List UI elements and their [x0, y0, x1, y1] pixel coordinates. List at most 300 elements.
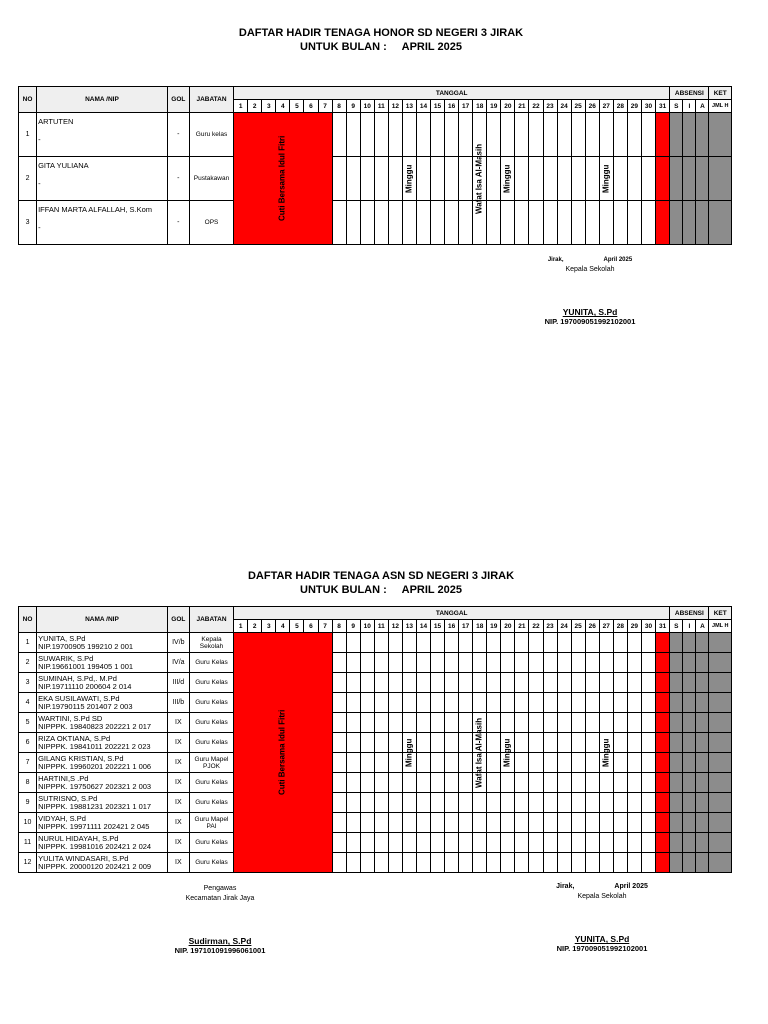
table-row	[19, 157, 732, 201]
day-cell	[360, 713, 374, 733]
day-cell	[262, 753, 276, 773]
day-cell	[529, 713, 543, 733]
day-cell	[431, 853, 445, 873]
ket-cell	[709, 733, 732, 753]
day-cell	[627, 673, 641, 693]
day-cell	[557, 733, 571, 753]
day-header: 17	[459, 100, 473, 113]
ket-cell	[709, 633, 732, 653]
day-cell	[613, 693, 627, 713]
day-cell	[641, 753, 655, 773]
day-cell	[332, 853, 346, 873]
day-cell	[529, 793, 543, 813]
day-cell	[416, 813, 430, 833]
day-cell	[656, 753, 670, 773]
day-cell	[459, 773, 473, 793]
day-cell	[388, 113, 402, 157]
row-gol: -	[167, 157, 189, 201]
day-cell	[529, 853, 543, 873]
day-header: 4	[276, 620, 290, 633]
day-cell	[613, 673, 627, 693]
day-cell	[613, 793, 627, 813]
day-cell	[543, 733, 557, 753]
day-cell	[459, 813, 473, 833]
employee-nip: NIPPPK. 19981016 202421 2 024	[38, 841, 152, 851]
day-cell	[656, 853, 670, 873]
day-cell	[416, 733, 430, 753]
day-cell	[346, 753, 360, 773]
absensi-cell	[696, 773, 709, 793]
day-cell	[248, 201, 262, 245]
day-cell	[346, 157, 360, 201]
day-header: 15	[431, 620, 445, 633]
day-header: 13	[402, 620, 416, 633]
day-cell	[515, 733, 529, 753]
table-row	[19, 753, 732, 773]
day-cell	[487, 201, 501, 245]
day-cell	[262, 201, 276, 245]
day-cell	[416, 113, 430, 157]
day-header: 29	[627, 100, 641, 113]
day-header: 27	[599, 620, 613, 633]
absensi-cell	[670, 793, 683, 813]
day-cell	[318, 793, 332, 813]
day-cell	[332, 813, 346, 833]
absensi-cell	[696, 201, 709, 245]
day-header: 10	[360, 620, 374, 633]
day-cell	[585, 853, 599, 873]
day-cell	[459, 157, 473, 201]
day-cell	[416, 201, 430, 245]
absensi-cell	[696, 753, 709, 773]
day-cell	[248, 113, 262, 157]
day-cell	[543, 653, 557, 673]
day-cell	[416, 653, 430, 673]
day-cell	[290, 633, 304, 653]
employee-name: SUTRISNO, S.Pd	[38, 793, 98, 803]
day-cell	[515, 713, 529, 733]
day-cell	[388, 653, 402, 673]
day-cell	[388, 833, 402, 853]
day-cell	[262, 113, 276, 157]
day-cell	[360, 693, 374, 713]
day-cell	[431, 157, 445, 201]
day-cell	[374, 793, 388, 813]
row-jabatan: Guru Kelas	[189, 793, 233, 813]
day-cell	[388, 813, 402, 833]
day-cell	[571, 793, 585, 813]
absensi-cell	[696, 853, 709, 873]
day-cell	[290, 713, 304, 733]
employee-nip: NIPPPK. 19840823 202221 2 017	[38, 721, 152, 731]
day-cell	[332, 653, 346, 673]
row-no: 3	[19, 673, 37, 693]
day-cell	[332, 773, 346, 793]
day-cell	[416, 693, 430, 713]
day-cell	[374, 753, 388, 773]
employee-name: ARTUTEN	[38, 117, 74, 126]
day-cell	[543, 673, 557, 693]
day-cell	[318, 833, 332, 853]
day-cell	[571, 773, 585, 793]
day-cell	[318, 713, 332, 733]
day-cell	[613, 201, 627, 245]
employee-nip: NIP.19700905 199210 2 001	[38, 641, 134, 651]
day-cell	[656, 653, 670, 673]
ket-cell	[709, 773, 732, 793]
day-header: 17	[459, 620, 473, 633]
day-cell	[234, 833, 248, 853]
header-tanggal: TANGGAL	[234, 87, 670, 100]
day-cell	[431, 833, 445, 853]
day-header: 8	[332, 620, 346, 633]
day-cell	[487, 833, 501, 853]
day-header: 21	[515, 100, 529, 113]
ket-cell	[709, 113, 732, 157]
absensi-cell	[683, 833, 696, 853]
day-cell	[416, 713, 430, 733]
header-jabatan: JABATAN	[189, 607, 233, 633]
day-header: 23	[543, 620, 557, 633]
day-cell	[431, 633, 445, 653]
day-cell	[290, 201, 304, 245]
day-cell	[304, 793, 318, 813]
row-gol: IX	[167, 793, 189, 813]
day-cell	[585, 673, 599, 693]
employee-nip: -	[38, 135, 41, 144]
day-cell	[374, 157, 388, 201]
day-cell	[613, 633, 627, 653]
day-cell	[416, 673, 430, 693]
minggu-label: Minggu	[601, 738, 611, 767]
day-cell	[627, 733, 641, 753]
day-cell	[487, 773, 501, 793]
day-cell	[613, 833, 627, 853]
day-cell	[627, 201, 641, 245]
day-cell	[585, 713, 599, 733]
row-gol: IX	[167, 713, 189, 733]
table-row	[19, 733, 732, 753]
day-cell	[304, 853, 318, 873]
header-i: I	[683, 620, 696, 633]
day-cell	[487, 693, 501, 713]
day-cell	[613, 733, 627, 753]
ket-cell	[709, 157, 732, 201]
absensi-cell	[670, 753, 683, 773]
row-gol: IV/a	[167, 653, 189, 673]
day-cell	[360, 673, 374, 693]
day-cell	[585, 201, 599, 245]
absensi-cell	[670, 113, 683, 157]
day-cell	[656, 673, 670, 693]
day-header: 25	[571, 100, 585, 113]
row-nama	[37, 673, 168, 693]
day-cell	[557, 813, 571, 833]
wafat-label: Wafat Isa Al-Masih	[474, 717, 484, 788]
table-row	[19, 853, 732, 873]
day-cell	[557, 673, 571, 693]
day-cell	[234, 853, 248, 873]
day-cell	[641, 733, 655, 753]
day-cell	[627, 853, 641, 873]
employee-name: WARTINI, S.Pd SD	[38, 713, 103, 723]
day-header: 1	[234, 100, 248, 113]
day-cell	[304, 693, 318, 713]
day-cell	[557, 653, 571, 673]
day-cell	[487, 753, 501, 773]
day-cell	[487, 713, 501, 733]
absensi-cell	[683, 853, 696, 873]
day-cell	[388, 693, 402, 713]
day-cell	[318, 113, 332, 157]
day-cell	[529, 813, 543, 833]
day-cell	[459, 201, 473, 245]
employee-name: IFFAN MARTA ALFALLAH, S.Kom	[38, 205, 153, 214]
row-no: 7	[19, 753, 37, 773]
day-cell	[445, 693, 459, 713]
sign-name: YUNITA, S.Pd	[574, 934, 630, 944]
day-cell	[656, 157, 670, 201]
day-cell	[262, 673, 276, 693]
table-row	[19, 813, 732, 833]
day-cell	[346, 713, 360, 733]
absensi-cell	[683, 693, 696, 713]
day-header: 28	[613, 620, 627, 633]
day-cell	[431, 773, 445, 793]
day-cell	[641, 713, 655, 733]
day-cell	[234, 113, 248, 157]
absensi-cell	[683, 793, 696, 813]
day-cell	[641, 113, 655, 157]
day-header: 18	[473, 620, 487, 633]
day-cell	[346, 793, 360, 813]
day-header: 3	[262, 620, 276, 633]
day-header: 14	[416, 100, 430, 113]
day-cell	[641, 833, 655, 853]
row-no: 12	[19, 853, 37, 873]
day-cell	[262, 833, 276, 853]
row-nama	[37, 833, 168, 853]
day-cell	[543, 753, 557, 773]
row-jabatan: Guru Kelas	[189, 853, 233, 873]
ket-cell	[709, 793, 732, 813]
day-cell	[234, 753, 248, 773]
employee-name: GITA YULIANA	[38, 161, 89, 170]
honor-attendance-table	[18, 86, 732, 245]
day-header: 23	[543, 100, 557, 113]
day-header: 31	[656, 620, 670, 633]
day-cell	[487, 793, 501, 813]
absensi-cell	[683, 713, 696, 733]
sign-place: Jirak,	[547, 257, 564, 263]
sign-name: YUNITA, S.Pd	[562, 307, 618, 317]
day-header: 6	[304, 620, 318, 633]
table-row	[19, 201, 732, 245]
day-cell	[571, 673, 585, 693]
row-gol: IX	[167, 833, 189, 853]
row-gol: III/b	[167, 693, 189, 713]
day-cell	[360, 853, 374, 873]
day-cell	[416, 793, 430, 813]
day-cell	[529, 753, 543, 773]
day-cell	[374, 693, 388, 713]
day-cell	[515, 853, 529, 873]
day-cell	[374, 833, 388, 853]
day-cell	[332, 793, 346, 813]
absensi-cell	[696, 793, 709, 813]
employee-nip: -	[38, 179, 41, 188]
day-cell	[332, 113, 346, 157]
day-cell	[515, 753, 529, 773]
day-cell	[487, 733, 501, 753]
day-cell	[360, 733, 374, 753]
day-cell	[557, 713, 571, 733]
day-cell	[487, 157, 501, 201]
day-cell	[374, 713, 388, 733]
day-cell	[627, 753, 641, 773]
day-cell	[431, 713, 445, 733]
day-cell	[515, 113, 529, 157]
day-cell	[585, 813, 599, 833]
employee-name: VIDYAH, S.Pd	[38, 813, 86, 823]
day-cell	[627, 773, 641, 793]
header-absensi: ABSENSI	[670, 87, 709, 100]
row-nama	[37, 813, 168, 833]
supervisor-role: Pengawas	[203, 885, 237, 892]
absensi-cell	[683, 633, 696, 653]
employee-nip: -	[38, 223, 41, 232]
day-cell	[571, 113, 585, 157]
day-cell	[332, 673, 346, 693]
header-nama: NAMA /NIP	[37, 87, 168, 113]
header-row	[19, 87, 732, 100]
day-cell	[332, 633, 346, 653]
day-cell	[416, 633, 430, 653]
day-cell	[557, 693, 571, 713]
cuti-bersama-label: Cuti Bersama Idul Fitri	[277, 709, 287, 796]
absensi-cell	[683, 773, 696, 793]
day-cell	[416, 753, 430, 773]
day-cell	[416, 853, 430, 873]
table-row	[19, 113, 732, 157]
day-header: 18	[473, 100, 487, 113]
day-cell	[332, 833, 346, 853]
day-cell	[571, 693, 585, 713]
day-cell	[571, 833, 585, 853]
day-cell	[346, 633, 360, 653]
asn-signature	[532, 882, 672, 954]
table-row	[19, 693, 732, 713]
day-cell	[248, 633, 262, 653]
day-cell	[304, 773, 318, 793]
day-cell	[304, 753, 318, 773]
day-cell	[360, 201, 374, 245]
day-header: 22	[529, 100, 543, 113]
day-cell	[360, 813, 374, 833]
day-cell	[557, 773, 571, 793]
row-jabatan: Kepala Sekolah	[189, 633, 233, 653]
absensi-cell	[670, 733, 683, 753]
day-cell	[445, 201, 459, 245]
day-cell	[290, 733, 304, 753]
table-row	[19, 773, 732, 793]
day-cell	[529, 773, 543, 793]
ket-cell	[709, 713, 732, 733]
absensi-cell	[670, 713, 683, 733]
day-cell	[290, 753, 304, 773]
day-cell	[656, 201, 670, 245]
sign-date: April 2025	[614, 883, 648, 890]
day-cell	[262, 157, 276, 201]
sign-nip: NIP. 197009051992102001	[556, 944, 648, 953]
day-header: 26	[585, 620, 599, 633]
day-cell	[445, 673, 459, 693]
day-cell	[487, 813, 501, 833]
day-cell	[571, 753, 585, 773]
minggu-label: Minggu	[502, 164, 512, 193]
day-cell	[613, 713, 627, 733]
absensi-cell	[683, 673, 696, 693]
day-cell	[360, 113, 374, 157]
header-jmlh: JML H	[709, 100, 732, 113]
sign-role: Kepala Sekolah	[565, 266, 615, 273]
day-cell	[515, 773, 529, 793]
day-cell	[374, 653, 388, 673]
row-no: 9	[19, 793, 37, 813]
row-no: 1	[19, 113, 37, 157]
absensi-cell	[670, 201, 683, 245]
sign-date: April 2025	[603, 257, 633, 263]
day-cell	[557, 201, 571, 245]
day-cell	[543, 833, 557, 853]
table-row	[19, 833, 732, 853]
day-cell	[445, 773, 459, 793]
day-cell	[585, 733, 599, 753]
honor-signature	[520, 255, 660, 327]
minggu-label: Minggu	[601, 164, 611, 193]
day-cell	[234, 201, 248, 245]
day-header: 9	[346, 620, 360, 633]
header-no: NO	[19, 87, 37, 113]
day-cell	[445, 833, 459, 853]
absensi-cell	[670, 673, 683, 693]
day-cell	[585, 833, 599, 853]
absensi-cell	[696, 633, 709, 653]
row-jabatan: Guru kelas	[189, 113, 233, 157]
day-header: 7	[318, 620, 332, 633]
absensi-cell	[683, 733, 696, 753]
table-row	[19, 793, 732, 813]
day-header: 28	[613, 100, 627, 113]
supervisor-signature	[150, 884, 290, 956]
day-cell	[388, 633, 402, 653]
day-cell	[234, 633, 248, 653]
day-header: 5	[290, 100, 304, 113]
day-cell	[388, 793, 402, 813]
sign-nip: NIP. 197009051992102001	[544, 317, 636, 326]
employee-nip: NIP.19790115 201407 2 003	[38, 701, 133, 711]
day-cell	[543, 853, 557, 873]
row-jabatan: Guru Kelas	[189, 833, 233, 853]
day-cell	[346, 853, 360, 873]
day-cell	[388, 201, 402, 245]
asn-title: DAFTAR HADIR TENAGA ASN SD NEGERI 3 JIRAK	[247, 570, 515, 582]
day-cell	[388, 157, 402, 201]
row-gol: -	[167, 201, 189, 245]
absensi-cell	[683, 753, 696, 773]
day-cell	[374, 813, 388, 833]
row-nama	[37, 773, 168, 793]
